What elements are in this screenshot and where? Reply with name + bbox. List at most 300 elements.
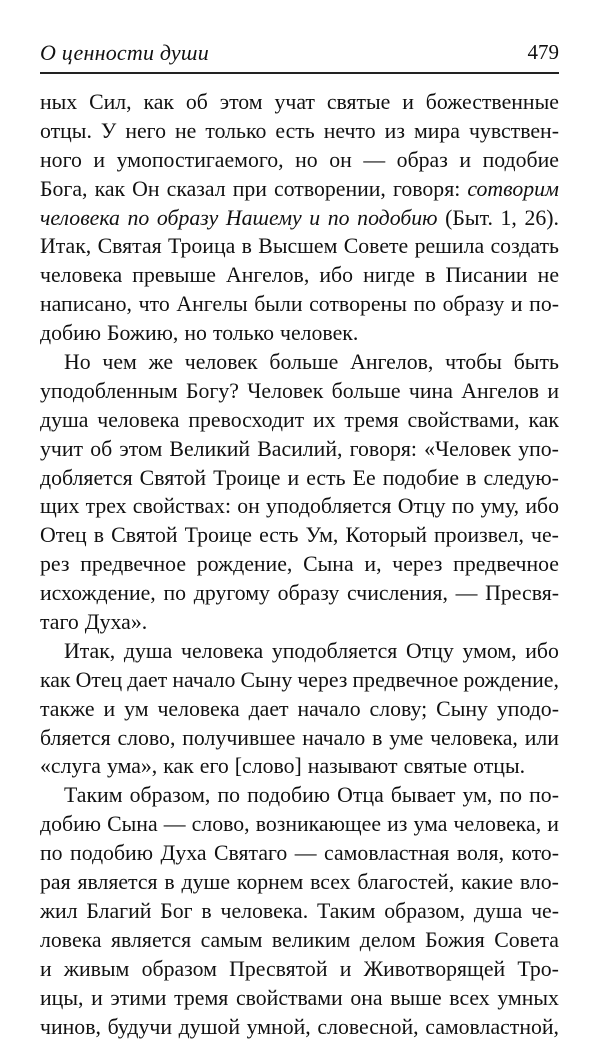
word: Ангелы xyxy=(176,290,247,319)
word: всех xyxy=(449,984,489,1013)
word: «слуга xyxy=(40,752,101,781)
text-line xyxy=(40,926,559,955)
word: образу xyxy=(278,579,340,608)
word: 1, xyxy=(501,204,517,233)
word: создать xyxy=(491,232,559,261)
word: этом xyxy=(119,435,162,464)
word: уподобленным xyxy=(40,377,178,406)
word: в xyxy=(466,464,476,493)
word: подобию xyxy=(70,839,153,868)
word: свойствах: xyxy=(133,492,231,521)
word: и xyxy=(309,204,320,233)
word: Сына xyxy=(303,550,354,579)
word: решила xyxy=(415,232,485,261)
word: душа xyxy=(474,897,522,926)
word: бляется xyxy=(40,724,111,753)
word: уподо- xyxy=(497,695,559,724)
word: этими xyxy=(110,984,166,1013)
text-line xyxy=(40,868,559,897)
word: подобию xyxy=(247,781,330,810)
word: Нашему xyxy=(226,204,302,233)
word: Великий xyxy=(169,435,250,464)
word: Богу? xyxy=(186,377,239,406)
word: трех xyxy=(86,492,127,521)
word: является xyxy=(77,868,157,897)
word: подобие xyxy=(383,464,459,493)
text-line xyxy=(40,550,559,579)
word: ум xyxy=(124,695,148,724)
word: че- xyxy=(531,897,559,926)
word: тремя xyxy=(344,406,398,435)
word: и xyxy=(511,290,523,319)
word: чем xyxy=(102,348,136,377)
word: рез xyxy=(40,550,69,579)
word: учит xyxy=(40,435,83,464)
word: Отец xyxy=(76,666,123,695)
word: Троица xyxy=(168,232,235,261)
text-line xyxy=(40,319,559,348)
word: по xyxy=(163,579,186,608)
text-line xyxy=(40,204,559,233)
word: ума xyxy=(414,810,448,839)
word: и xyxy=(547,377,559,406)
word: предвечное xyxy=(80,550,186,579)
word: Святой xyxy=(111,521,177,550)
word: также xyxy=(40,695,95,724)
word: счисления, xyxy=(347,579,448,608)
word: Божию, xyxy=(107,319,178,348)
header-rule xyxy=(40,72,559,74)
word: уму, xyxy=(481,492,520,521)
word: Писании xyxy=(446,261,528,290)
text-line xyxy=(40,290,559,319)
body-text xyxy=(40,88,559,1041)
word: слову; xyxy=(370,695,428,724)
word: есть xyxy=(259,521,298,550)
text-line xyxy=(40,435,559,464)
word: (Быт. xyxy=(445,204,493,233)
word: предвечное xyxy=(453,550,559,579)
word: Святой xyxy=(140,464,206,493)
page-number: 479 xyxy=(528,40,560,65)
word: по xyxy=(328,204,350,233)
text-line xyxy=(40,232,559,261)
word: человека xyxy=(40,204,120,233)
word: самовластной, xyxy=(425,1013,559,1041)
word: него xyxy=(125,117,166,146)
word: по xyxy=(499,781,522,810)
text-line xyxy=(40,839,559,868)
word: в xyxy=(425,261,435,290)
text-line xyxy=(40,348,559,377)
text-line xyxy=(40,377,559,406)
word: и xyxy=(340,955,352,984)
running-title: О ценности души xyxy=(40,40,209,66)
word: произвел, xyxy=(434,521,524,550)
word: человека, xyxy=(430,724,518,753)
word: Святаго xyxy=(214,839,287,868)
word: по xyxy=(413,290,436,319)
word: больше xyxy=(269,348,338,377)
word: — xyxy=(295,839,317,868)
word: святые xyxy=(327,88,391,117)
word: сказал xyxy=(167,175,226,204)
word: тремя xyxy=(174,984,228,1013)
word: самовластная xyxy=(324,839,449,868)
word: он xyxy=(329,146,352,175)
word: человека, xyxy=(454,810,542,839)
word: ибо xyxy=(525,492,559,521)
word: Пресвя- xyxy=(485,579,559,608)
word: образу xyxy=(443,290,505,319)
word: в xyxy=(164,868,174,897)
word: У xyxy=(101,117,116,146)
word: Итак, xyxy=(64,637,115,666)
word: человек xyxy=(185,348,258,377)
word: она xyxy=(350,984,382,1013)
word: душой xyxy=(179,1013,240,1041)
word: «Человек xyxy=(424,435,511,464)
word: следую- xyxy=(483,464,558,493)
word: Троице xyxy=(213,464,280,493)
text-line xyxy=(40,666,559,695)
word: самым xyxy=(201,926,263,955)
word: при xyxy=(233,175,267,204)
word: или xyxy=(525,724,559,753)
word: — xyxy=(363,146,385,175)
word: Ангелов xyxy=(461,377,539,406)
word: человека xyxy=(40,261,122,290)
word: образом, xyxy=(130,781,211,810)
word: человека xyxy=(97,406,179,435)
word: его xyxy=(200,752,229,781)
word: божественные xyxy=(426,88,559,117)
word: дает xyxy=(249,695,289,724)
text-line xyxy=(40,117,559,146)
word: человека. xyxy=(221,897,309,926)
word: и xyxy=(547,810,559,839)
word: ума», xyxy=(107,752,157,781)
word: как xyxy=(40,666,71,695)
word: в xyxy=(242,232,252,261)
word: словесной, xyxy=(317,1013,418,1041)
word: подобие xyxy=(483,146,559,175)
word: сотворении, xyxy=(274,175,386,204)
text-line xyxy=(40,261,559,290)
word: больше xyxy=(332,377,401,406)
word: через xyxy=(297,666,347,695)
word: Человек xyxy=(247,377,323,406)
word: Ангелов, xyxy=(350,348,433,377)
word: уподобляется xyxy=(272,637,397,666)
word: как xyxy=(95,175,126,204)
word: Который xyxy=(345,521,426,550)
word: человек. xyxy=(280,319,358,348)
word: их xyxy=(313,406,336,435)
text-line xyxy=(40,492,559,521)
word: превыше xyxy=(132,261,216,290)
word: чувствен- xyxy=(469,117,559,146)
text-line xyxy=(40,175,559,204)
word: быть xyxy=(514,348,559,377)
text-line xyxy=(40,406,559,435)
word: Таким xyxy=(64,781,123,810)
text-line xyxy=(40,146,559,175)
word: образу xyxy=(157,204,218,233)
word: святые xyxy=(404,752,468,781)
word: — xyxy=(456,579,478,608)
word: воля, xyxy=(457,839,504,868)
word: но xyxy=(295,146,318,175)
word: через xyxy=(392,550,442,579)
word: [слово] xyxy=(235,752,302,781)
word: ного xyxy=(40,146,82,175)
word: начало xyxy=(302,724,365,753)
word: всех xyxy=(310,868,350,897)
word: делом xyxy=(360,926,416,955)
text-line xyxy=(40,1013,559,1041)
word: образом, xyxy=(384,897,465,926)
word: подобию xyxy=(357,204,437,233)
word: другому xyxy=(194,579,270,608)
word: говоря: xyxy=(393,175,460,204)
word: душа xyxy=(40,406,88,435)
word: ных xyxy=(40,88,77,117)
word: только xyxy=(213,319,274,348)
word: Отец xyxy=(40,521,87,550)
word: он xyxy=(237,492,260,521)
word: — xyxy=(164,810,186,839)
word: дает xyxy=(127,666,167,695)
word: об xyxy=(186,88,208,117)
word: добляется xyxy=(40,464,133,493)
word: добию xyxy=(40,810,101,839)
text-line xyxy=(40,637,559,666)
word: по xyxy=(217,781,240,810)
word: Ум, xyxy=(306,521,339,550)
word: говоря: xyxy=(350,435,417,464)
word: рая xyxy=(40,868,71,897)
word: чинов, xyxy=(40,1013,101,1041)
text-line xyxy=(40,984,559,1013)
page-header xyxy=(40,34,559,70)
word: образ xyxy=(397,146,448,175)
text-line xyxy=(40,724,559,753)
word: ловека xyxy=(40,926,102,955)
word: какие xyxy=(461,868,513,897)
word: по xyxy=(40,839,63,868)
word: Сыну xyxy=(241,666,293,695)
text-line xyxy=(40,752,559,781)
word: Сыну xyxy=(436,695,488,724)
word: щих xyxy=(40,492,79,521)
word: Животворящей xyxy=(364,955,506,984)
word: и xyxy=(103,695,115,724)
word: чтобы xyxy=(445,348,502,377)
word: Сил, xyxy=(89,88,132,117)
word: жил xyxy=(40,897,78,926)
word: из xyxy=(385,117,405,146)
word: написано, xyxy=(40,290,132,319)
word: из xyxy=(387,810,407,839)
word: в xyxy=(201,897,211,926)
word: че- xyxy=(531,521,559,550)
word: об xyxy=(90,435,112,464)
word: получившее xyxy=(182,724,295,753)
word: по- xyxy=(529,290,559,319)
word: умопостигаемого, xyxy=(117,146,284,175)
word: исхождение, xyxy=(40,579,156,608)
word: уподобляется xyxy=(266,492,391,521)
word: как xyxy=(163,752,194,781)
word: в xyxy=(372,724,382,753)
word: бывает xyxy=(391,781,456,810)
word: Троице xyxy=(185,521,252,550)
word: по xyxy=(452,492,475,521)
word: и xyxy=(91,984,103,1013)
word: рождение, xyxy=(463,666,559,695)
text-line xyxy=(40,579,559,608)
word: Пресвятой xyxy=(229,955,327,984)
word: не xyxy=(175,117,196,146)
word: Таким xyxy=(317,897,376,926)
word: душе xyxy=(182,868,230,897)
word: Божия xyxy=(425,926,485,955)
word: предвечное xyxy=(353,666,459,695)
word: ицы, xyxy=(40,984,83,1013)
text-line xyxy=(40,810,559,839)
word: как xyxy=(143,88,174,117)
word: и xyxy=(40,955,52,984)
word: начало xyxy=(298,695,361,724)
word: умных xyxy=(497,984,559,1013)
word: Тро- xyxy=(517,955,559,984)
word: является xyxy=(111,926,191,955)
word: благостей, xyxy=(357,868,454,897)
word: не xyxy=(538,261,559,290)
word: начало xyxy=(172,666,235,695)
text-line xyxy=(40,955,559,984)
word: Итак, xyxy=(40,232,91,261)
word: и, xyxy=(364,550,381,579)
word: Но xyxy=(64,348,91,377)
word: великим xyxy=(272,926,350,955)
word: Отца xyxy=(337,781,384,810)
word: возникающее xyxy=(256,810,381,839)
word: но xyxy=(184,319,207,348)
word: Святая xyxy=(98,232,162,261)
word: свойствами, xyxy=(407,406,519,435)
text-line xyxy=(40,88,559,117)
word: умом, xyxy=(462,637,516,666)
word: выше xyxy=(390,984,441,1013)
word: слово, xyxy=(192,810,250,839)
word: этом xyxy=(220,88,263,117)
word: упо- xyxy=(518,435,559,464)
word: кото- xyxy=(511,839,559,868)
word: отцы. xyxy=(473,752,525,781)
word: таго xyxy=(40,608,79,637)
word: только xyxy=(205,117,266,146)
word: мира xyxy=(414,117,460,146)
word: что xyxy=(139,290,170,319)
text-line xyxy=(40,608,559,637)
text-line xyxy=(40,695,559,724)
word: добию xyxy=(40,319,101,348)
text-line xyxy=(40,781,559,810)
word: Высшем xyxy=(258,232,337,261)
word: Духа xyxy=(160,839,206,868)
word: вло- xyxy=(520,868,559,897)
word: сотворим xyxy=(467,175,559,204)
word: человека xyxy=(157,695,239,724)
word: ибо xyxy=(525,637,559,666)
word: Совете xyxy=(344,232,408,261)
word: же xyxy=(149,348,173,377)
word: Сына xyxy=(107,810,158,839)
word: чина xyxy=(409,377,453,406)
word: 26). xyxy=(524,204,559,233)
text-line xyxy=(40,521,559,550)
word: Отцу xyxy=(398,492,446,521)
word: сотворены xyxy=(309,290,407,319)
word: Бога, xyxy=(40,175,87,204)
word: Он xyxy=(132,175,159,204)
word: Ангелов, xyxy=(226,261,309,290)
word: рождение, xyxy=(197,550,293,579)
word: и xyxy=(459,146,471,175)
word: Отцу xyxy=(406,637,454,666)
word: превосходит xyxy=(188,406,304,435)
word: слово, xyxy=(117,724,175,753)
word: и xyxy=(402,88,414,117)
word: Благий xyxy=(86,897,151,926)
word: в xyxy=(94,521,104,550)
word: Совета xyxy=(494,926,559,955)
text-line xyxy=(40,897,559,926)
word: образом xyxy=(142,955,217,984)
word: по- xyxy=(529,781,559,810)
word: есть xyxy=(306,464,345,493)
word: Бог xyxy=(160,897,192,926)
word: Василий, xyxy=(257,435,342,464)
word: называют xyxy=(308,752,398,781)
word: корнем xyxy=(237,868,303,897)
word: Ее xyxy=(353,464,376,493)
word: Духа». xyxy=(85,608,147,637)
text-line xyxy=(40,464,559,493)
word: человека xyxy=(181,637,263,666)
word: нечто xyxy=(324,117,376,146)
word: свойствами xyxy=(236,984,343,1013)
word: по xyxy=(127,204,149,233)
word: будучи xyxy=(108,1013,172,1041)
word: и xyxy=(287,464,299,493)
word: учат xyxy=(274,88,315,117)
word: душа xyxy=(124,637,172,666)
word: отцы. xyxy=(40,117,92,146)
word: умной, xyxy=(247,1013,311,1041)
word: ибо xyxy=(319,261,353,290)
word: и xyxy=(93,146,105,175)
word: есть xyxy=(275,117,314,146)
word: живым xyxy=(64,955,129,984)
word: уме xyxy=(389,724,423,753)
word: были xyxy=(254,290,302,319)
word: как xyxy=(528,406,559,435)
word: нигде xyxy=(363,261,415,290)
word: ум, xyxy=(463,781,493,810)
